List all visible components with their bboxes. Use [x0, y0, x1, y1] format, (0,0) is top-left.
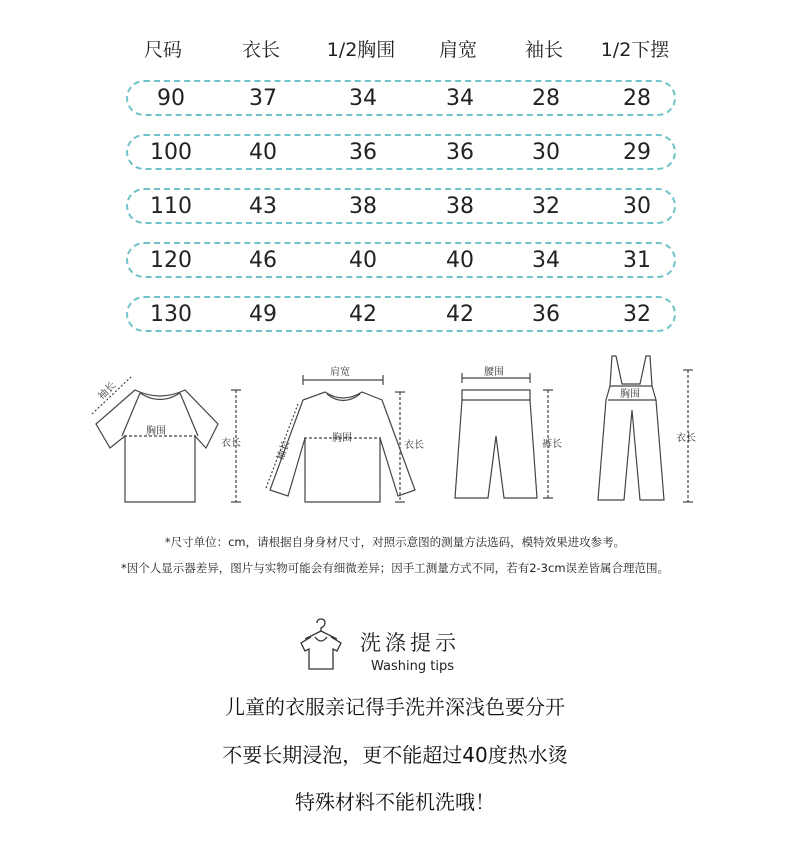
cell-size: 120	[150, 248, 192, 273]
size-note-2: *因个人显示器差异，图片与实物可能会有细微差异；因手工测量方式不同，若有2-3cm误差皆属合理范围。	[120, 561, 670, 575]
header-size: 尺码	[143, 39, 182, 61]
overalls-diagram	[598, 356, 693, 502]
header-half-chest: 1/2胸围	[326, 39, 396, 61]
cell-half-chest: 40	[349, 248, 377, 273]
shirt-on-hanger-icon	[293, 617, 349, 673]
washing-tip-3: 特殊材料不能机洗哦！	[295, 790, 495, 814]
tshirt-label-chest: 胸围	[146, 426, 166, 437]
cell-size: 110	[150, 194, 192, 219]
table-row	[126, 296, 676, 332]
tshirt-label-length: 衣长	[221, 438, 241, 449]
cell-size: 90	[157, 86, 185, 111]
table-row	[126, 80, 676, 116]
cell-shoulder: 38	[446, 194, 474, 219]
washing-title: 洗涤提示	[360, 631, 460, 655]
cell-size: 130	[150, 302, 192, 327]
cell-sleeve: 32	[532, 194, 560, 219]
sweater-label-chest: 胸围	[332, 433, 352, 444]
header-sleeve: 袖长	[524, 39, 563, 61]
cell-half-hem: 28	[623, 86, 651, 111]
cell-shoulder: 34	[446, 86, 474, 111]
cell-length: 49	[249, 302, 277, 327]
cell-half-hem: 30	[623, 194, 651, 219]
table-row	[126, 242, 676, 278]
cell-half-hem: 32	[623, 302, 651, 327]
cell-sleeve: 34	[532, 248, 560, 273]
shorts-label-waist: 腰围	[484, 367, 504, 378]
cell-length: 46	[249, 248, 277, 273]
table-row	[126, 188, 676, 224]
washing-tip-1: 儿童的衣服亲记得手洗并深浅色要分开	[225, 695, 565, 719]
overalls-label-length: 衣长	[676, 433, 696, 444]
cell-sleeve: 36	[532, 302, 560, 327]
measurement-diagrams	[0, 350, 790, 520]
cell-length: 43	[249, 194, 277, 219]
cell-half-hem: 31	[623, 248, 651, 273]
cell-half-chest: 36	[349, 140, 377, 165]
header-half-hem: 1/2下摆	[600, 39, 670, 61]
shorts-label-length: 裤长	[542, 439, 562, 450]
shorts-diagram	[455, 373, 553, 498]
cell-sleeve: 28	[532, 86, 560, 111]
header-length: 衣长	[241, 39, 280, 61]
size-note-1: *尺寸单位：cm，请根据自身身材尺寸，对照示意图的测量方法选码，模特效果进攻参考。	[164, 535, 626, 549]
sweater-label-sleeve: 袖长	[275, 439, 293, 462]
header-shoulder: 肩宽	[438, 39, 477, 61]
cell-shoulder: 40	[446, 248, 474, 273]
tshirt-label-sleeve: 袖长	[96, 380, 119, 403]
tshirt-diagram	[92, 376, 241, 502]
sweater-label-shoulder: 肩宽	[330, 367, 350, 378]
sweater-label-length: 衣长	[404, 440, 424, 451]
overalls-label-chest: 胸围	[620, 389, 640, 400]
washing-subtitle: Washing tips	[371, 659, 454, 674]
cell-size: 100	[150, 140, 192, 165]
size-table-header	[0, 35, 790, 63]
cell-half-chest: 34	[349, 86, 377, 111]
cell-sleeve: 30	[532, 140, 560, 165]
cell-half-hem: 29	[623, 140, 651, 165]
cell-half-chest: 38	[349, 194, 377, 219]
cell-shoulder: 42	[446, 302, 474, 327]
cell-shoulder: 36	[446, 140, 474, 165]
washing-tip-2: 不要长期浸泡，更不能超过40度热水烫	[222, 743, 568, 767]
table-row	[126, 134, 676, 170]
cell-length: 40	[249, 140, 277, 165]
cell-length: 37	[249, 86, 277, 111]
cell-half-chest: 42	[349, 302, 377, 327]
